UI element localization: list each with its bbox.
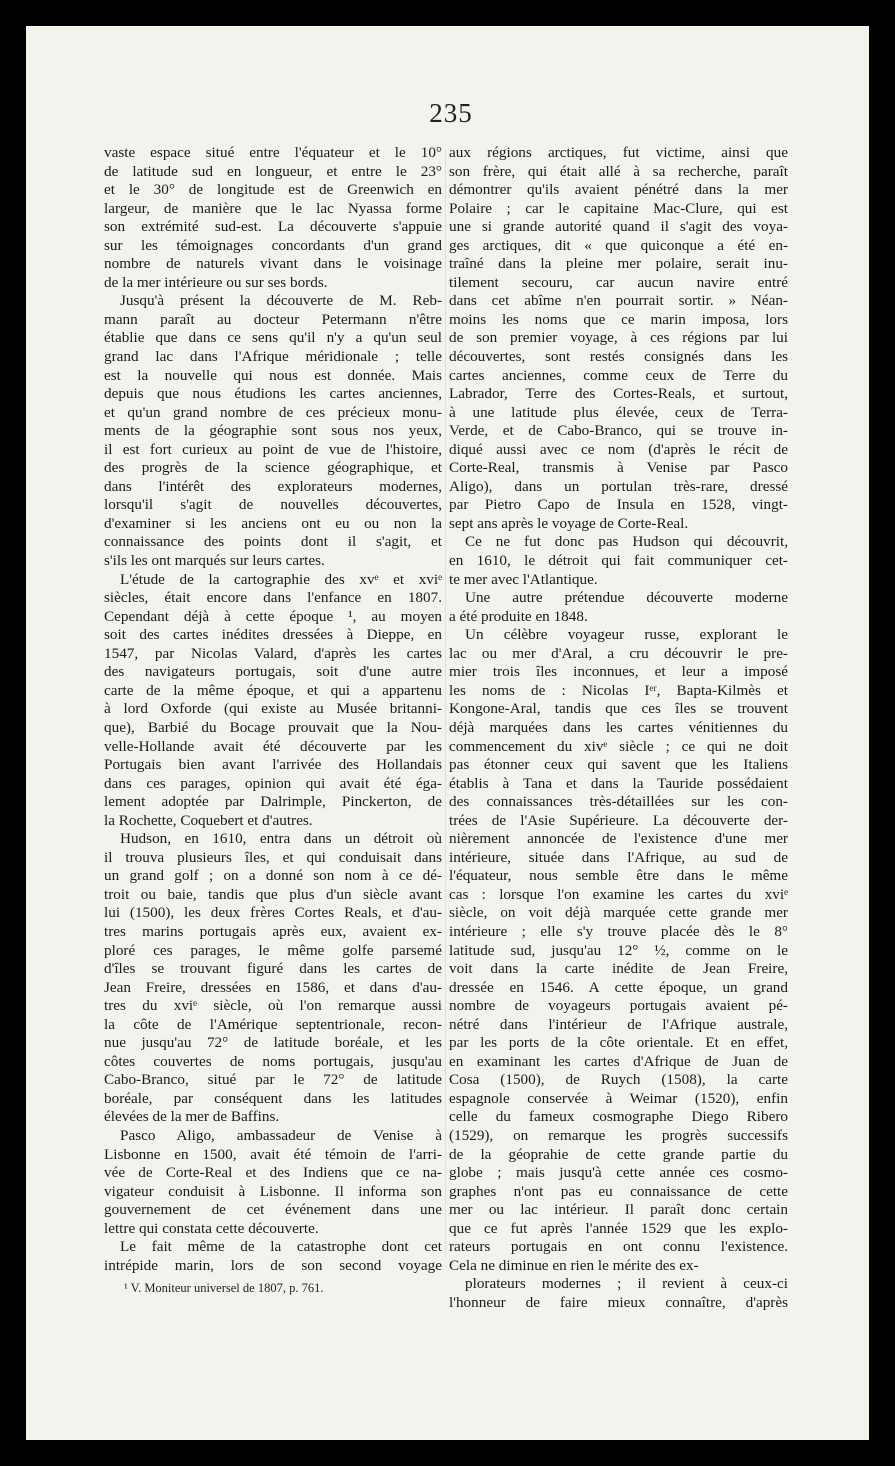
text-line: côtes couvertes de noms portugais, jusqu'au — [104, 1052, 442, 1070]
text-line: trées de l'Asie Supérieure. La découverte der- — [449, 811, 788, 829]
text-line: à lord Oxforde (qui existe au Musée britanni- — [104, 700, 442, 718]
text-line: vée de Corte-Real et des Indiens que ce na- — [104, 1164, 442, 1182]
text-line: lettre qui constata cette découverte. — [104, 1219, 319, 1237]
text-line: L'étude de la cartographie des xvᵉ et xviᵉ — [120, 570, 442, 588]
text-line: celle du fameux cosmographe Diego Ribero — [449, 1108, 788, 1126]
text-line: plorateurs modernes ; il revient à ceux-ci — [465, 1275, 788, 1293]
text-line: Hudson, en 1610, entra dans un détroit où — [120, 830, 442, 848]
text-line: troit ou baie, tandis que plus d'un siècle avant — [104, 885, 442, 903]
text-line: (1529), on remarque les progrès successifs — [449, 1126, 788, 1144]
text-line: te mer avec l'Atlantique. — [449, 570, 598, 588]
text-line: largeur, de manière que le lac Nyassa forme — [104, 199, 442, 217]
text-line: sept ans après le voyage de Corte-Real. — [449, 514, 689, 532]
text-line: que), Barbié du Bocage prouvait que la Nou- — [104, 718, 442, 736]
text-line: Cosa (1500), de Ruych (1508), la carte — [449, 1071, 788, 1089]
text-line: la côte de l'Amérique septentrionale, recon- — [104, 1015, 442, 1033]
text-line: des connaissances très-détaillées sur les con- — [449, 793, 788, 811]
text-line: aux régions arctiques, fut victime, ainsi que — [449, 144, 788, 161]
text-line: la Rochette, Coquebert et d'autres. — [104, 811, 313, 829]
text-line: carte de la même époque, et qui a appartenu — [104, 681, 442, 699]
text-line: espagnole conservée à Weimar (1520), enfin — [449, 1089, 788, 1107]
text-line: un grand golf ; on a donné son nom à ce dé- — [104, 867, 442, 885]
text-line: dans ces parages, opinion qui avait été éga- — [104, 774, 442, 792]
text-line: dressée en 1546. A cette époque, un grand — [449, 978, 788, 996]
text-line: gouvernement de cet événement dans une — [104, 1201, 442, 1219]
text-line: Polaire ; car le capitaine Mac-Clure, qui est — [449, 199, 788, 217]
text-line: Lisbonne en 1500, avait été témoin de l'arri- — [104, 1145, 442, 1163]
text-line: Jusqu'à présent la découverte de M. Reb- — [120, 292, 442, 310]
text-line: rateurs portugais en ont connu l'existence. — [449, 1238, 788, 1256]
text-line: nombre de voyageurs portugais avaient pé- — [449, 997, 788, 1015]
text-line: par Pietro Capo de Insula en 1528, vingt- — [449, 496, 788, 514]
text-line: ges arctiques, dit « que quiconque a été en- — [449, 236, 788, 254]
left-column — [104, 144, 442, 1275]
text-line: nétré dans l'intérieur de l'Afrique australe, — [449, 1015, 788, 1033]
text-line: latitude sud, jusqu'au 12° ½, comme on le — [449, 941, 788, 959]
text-line: l'honneur de faire mieux connaître, d'après — [449, 1293, 788, 1311]
text-line: lement adoptée par Dalrimple, Pinckerton, de — [104, 793, 442, 811]
text-line: et le 30° de longitude est de Greenwich en — [104, 181, 442, 199]
text-line: traîné dans la pleine mer polaire, serait inu- — [449, 255, 788, 273]
text-line: mer ou lac intérieur. Il paraît donc certain — [449, 1201, 788, 1219]
text-line: déjà marquées dans les cartes vénitiennes du — [449, 718, 788, 736]
text-line: découvertes, sont restés consignés dans les — [449, 348, 788, 366]
text-line: Corte-Real, transmis à Venise par Pasco — [449, 459, 788, 477]
text-line: a été produite en 1848. — [449, 607, 588, 625]
text-line: à une latitude plus élevée, ceux de Terra- — [449, 403, 788, 421]
text-line: tilement secouru, car aucun navire entré — [449, 273, 788, 291]
text-line: 1547, par Nicolas Valard, d'après les cartes — [104, 644, 442, 662]
text-line: Cela ne diminue en rien le mérite des ex- — [449, 1256, 699, 1274]
text-line: Labrador, Terre des Cortes-Reals, et surtout, — [449, 385, 788, 403]
text-line: nue jusqu'au 72° de latitude boréale, et les — [104, 1034, 442, 1052]
book-page — [26, 26, 869, 1440]
text-line: vaste espace situé entre l'équateur et le 10° — [104, 144, 442, 161]
text-line: tres du xviᵉ siècle, où l'on remarque aussi — [104, 997, 442, 1015]
text-line: soit des cartes inédites dressées à Dieppe, en — [104, 626, 442, 644]
text-line: dans l'intérêt des explorateurs modernes, — [104, 477, 442, 495]
right-column — [449, 144, 788, 1312]
text-line: lac ou mer d'Aral, a cru découvrir le pre- — [449, 644, 788, 662]
text-line: en 1610, le détroit qui fait communiquer cet- — [449, 552, 788, 570]
text-line: pas étonner ceux qui savent que les Italiens — [449, 756, 788, 774]
text-line: graphes n'ont pas eu connaissance de cette — [449, 1182, 788, 1200]
text-line: Portugais bien avant l'arrivée des Hollandais — [104, 756, 442, 774]
text-line: grand lac dans l'Afrique méridionale ; telle — [104, 348, 442, 366]
text-line: d'examiner si les anciens ont eu ou non la — [104, 514, 442, 532]
text-line: connaissance des points dont il s'agit, et — [104, 533, 442, 551]
text-line: globe ; mais jusqu'à cette année ces cosmo- — [449, 1164, 788, 1182]
text-line: velle-Hollande avait été découverte par les — [104, 737, 442, 755]
text-line: commencement du xivᵉ siècle ; ce qui ne doit — [449, 737, 788, 755]
text-line: nièrement annoncée de l'existence d'une mer — [449, 830, 788, 848]
text-line: vigateur conduisit à Lisbonne. Il informa son — [104, 1182, 442, 1200]
text-line: Aligo), dans un portulan très-rare, dressé — [449, 477, 788, 495]
text-line: lorsqu'il s'agit de nouvelles découvertes, — [104, 496, 442, 514]
text-line: boréale, par conséquent dans les latitudes — [104, 1089, 442, 1107]
text-line: son extrémité sud-est. La découverte s'appuie — [104, 218, 442, 236]
text-line: son frère, qui était allé à sa recherche, paraît — [449, 162, 788, 180]
text-line: Jean Freire, dressées en 1586, et dans d'au- — [104, 978, 442, 996]
text-line: mier trois îles inconnues, et leur a imposé — [449, 663, 788, 681]
text-line: Cabo-Branco, situé par le 72° de latitude — [104, 1071, 442, 1089]
text-line: nombre de naturels vivant dans le voisinage — [104, 255, 442, 273]
text-line: Un célèbre voyageur russe, explorant le — [465, 626, 788, 644]
text-line: par les ports de la côte orientale. Et en effet, — [449, 1034, 788, 1052]
text-line: établis à Tana et dans la Tauride possédaient — [449, 774, 788, 792]
text-line: sur les témoignages concordants d'un grand — [104, 236, 442, 254]
text-line: de la mer intérieure ou sur ses bords. — [104, 273, 328, 291]
text-line: d'îles se trouvant figuré dans les cartes de — [104, 960, 442, 978]
text-line: cartes anciennes, comme ceux de Terre du — [449, 366, 788, 384]
text-line: dans cet abîme n'en pourrait sortir. » Néan- — [449, 292, 788, 310]
text-line: des progrès de la science géographique, et — [104, 459, 442, 477]
text-line: voit dans la carte inédite de Jean Freire, — [449, 960, 788, 978]
text-line: Le fait même de la catastrophe dont cet — [120, 1238, 442, 1256]
text-line: de son premier voyage, à ces régions par lui — [449, 329, 788, 347]
text-line: s'ils les ont marqués sur leurs cartes. — [104, 552, 325, 570]
text-line: lui (1500), les deux frères Cortes Reals, et d'au- — [104, 904, 442, 922]
text-line: mann paraît au docteur Petermann n'être — [104, 310, 442, 328]
text-line: en examinant les cartes d'Afrique de Juan de — [449, 1052, 788, 1070]
text-line: intérieure ; elle s'y trouve placée dès le 8° — [449, 922, 788, 940]
text-line: depuis que nous étudions les cartes anciennes, — [104, 385, 442, 403]
text-line: tres marins portugais après eux, avaient ex- — [104, 922, 442, 940]
text-line: de la géoprahie de cette grande partie du — [449, 1145, 788, 1163]
text-line: siècles, était encore dans l'enfance en 1807. — [104, 589, 442, 607]
footnote: ¹ V. Moniteur universel de 1807, p. 761. — [124, 1281, 324, 1295]
page-number: 235 — [429, 98, 473, 128]
text-line: élevées de la mer de Baffins. — [104, 1108, 280, 1126]
text-line: Pasco Aligo, ambassadeur de Venise à — [120, 1126, 442, 1144]
text-line: Cependant déjà à cette époque ¹, au moyen — [104, 607, 442, 625]
text-line: que ce fut après l'année 1529 que les explo- — [449, 1219, 788, 1237]
text-line: intérieure, située dans l'Afrique, au sud de — [449, 848, 788, 866]
text-line: Une autre prétendue découverte moderne — [465, 589, 788, 607]
text-line: il est fort curieux au point de vue de l'histoire, — [104, 440, 442, 458]
text-line: intrépide marin, lors de son second voyage — [104, 1256, 442, 1274]
text-line: ments de la géographie sont sous nos yeux, — [104, 422, 442, 440]
text-line: Verde, et de Cabo-Branco, qui se trouve in- — [449, 422, 788, 440]
text-line: les noms de : Nicolas Iᵉʳ, Bapta-Kilmès et — [449, 681, 788, 699]
text-line: il trouva plusieurs îles, et qui conduisait dans — [104, 848, 442, 866]
text-line: et qu'un grand nombre de ces précieux monu- — [104, 403, 442, 421]
text-line: moins les noms que ce marin imposa, lors — [449, 310, 788, 328]
text-line: démontrer qu'ils avaient pénétré dans la mer — [449, 181, 788, 199]
text-line: établie que dans ce sens qu'il n'y a qu'un seul — [104, 329, 442, 347]
text-line: cas : lorsque l'on examine les cartes du xviᵉ — [449, 885, 788, 903]
text-line: Ce ne fut donc pas Hudson qui découvrit, — [465, 533, 788, 551]
text-line: une si grande autorité quand il s'agit des voya- — [449, 218, 788, 236]
column-divider — [445, 148, 446, 1258]
text-line: de latitude sud en longueur, et entre le 23° — [104, 162, 442, 180]
text-line: siècle, on voit déjà marquée cette grande mer — [449, 904, 788, 922]
text-line: Kongone-Aral, tandis que ces îles se trouvent — [449, 700, 788, 718]
text-line: ploré ces parages, le même golfe parsemé — [104, 941, 442, 959]
text-line: diqué aussi avec ce nom (d'après le récit de — [449, 440, 788, 458]
text-line: des navigateurs portugais, soit d'une autre — [104, 663, 442, 681]
text-line: l'équateur, nous semble être dans le même — [449, 867, 788, 885]
text-line: est la nouvelle qui nous est donnée. Mais — [104, 366, 442, 384]
